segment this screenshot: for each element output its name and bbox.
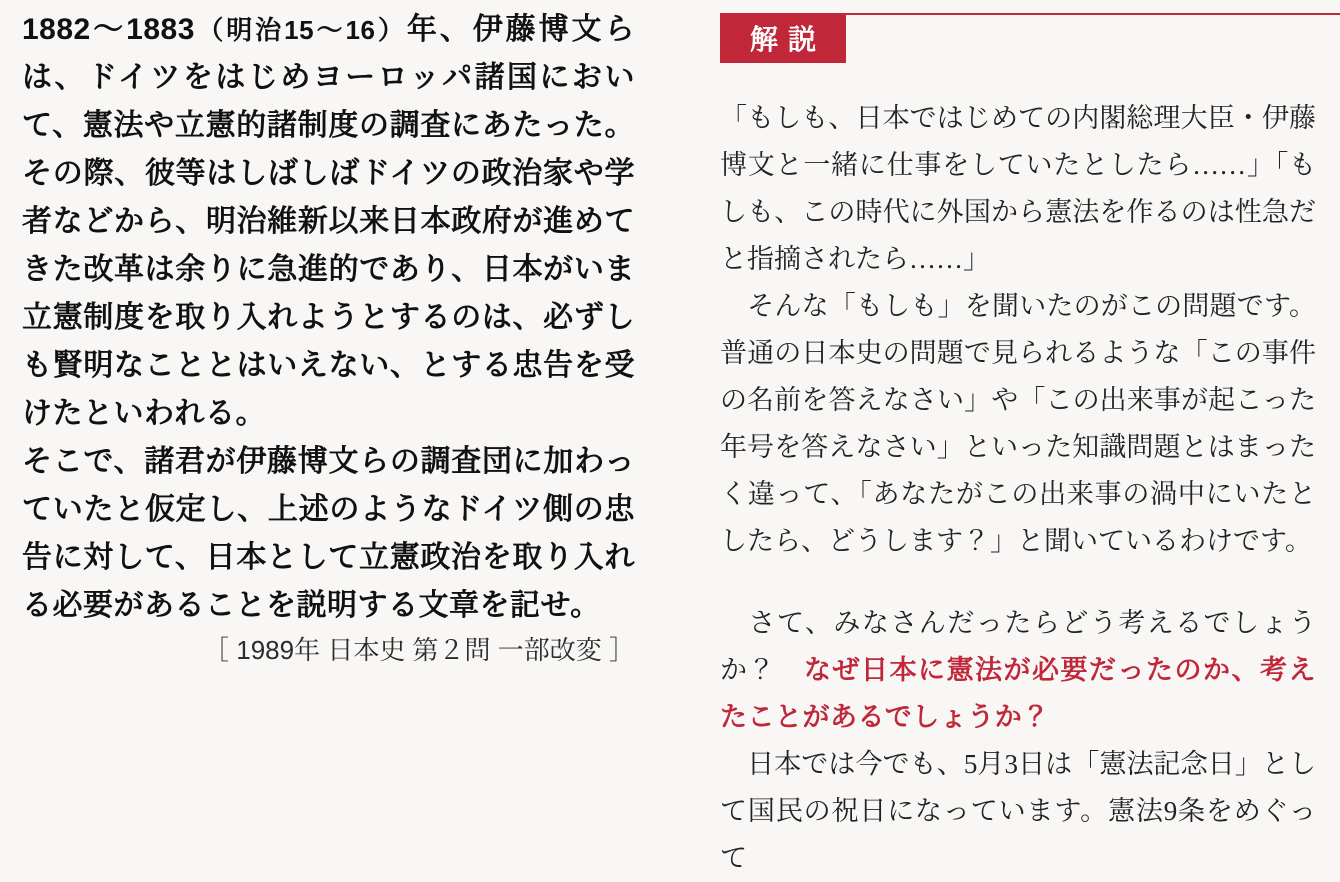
question-paragraph-1 — [22, 6, 635, 438]
question-panel — [22, 6, 635, 670]
question-attribution: ［ 1989年 日本史 第２問 一部改変 ］ — [203, 635, 635, 665]
commentary-badge: 解説 — [720, 13, 846, 63]
commentary-paragraph-2: そんな「もしも」を聞いたのがこの問題です。普通の日本史の問題で見られるような「この事件の名前を答えなさい」や「この出来事が起こった年号を答えなさい」といった知識問題とはまったく違って、「あなたがこの出来事の渦中にいたとしたら、どうします？」と聞いているわけです。 — [720, 291, 1316, 556]
question-era-paren: （明治15〜16） — [194, 15, 407, 45]
commentary-paragraph-1: 「もしも、日本ではじめての内閣総理大臣・伊藤博文と一緒に仕事をしていたとしたら……」「もしも、この時代に外国から憲法を作るのは性急だと指摘されたら……」 — [720, 103, 1316, 274]
commentary-highlight-question: なぜ日本に憲法が必要だったのか、考えたことがあるでしょうか？ — [720, 655, 1316, 732]
commentary-paragraph-3 — [720, 600, 1316, 741]
commentary-paragraph-3-lead: さて、みなさんだったらどう考えるでしょうか？ — [720, 608, 1316, 685]
commentary-paragraph-4: 日本では今でも、5月3日は「憲法記念日」として国民の祝日になっています。憲法9条をめぐって — [720, 749, 1316, 873]
commentary-body — [720, 95, 1316, 882]
question-paragraph-2: そこで、諸君が伊藤博文らの調査団に加わっていたと仮定し、上述のようなドイツ側の忠告に対して、日本として立憲政治を取り入れる必要があることを説明する文章を記せ。 — [22, 445, 635, 622]
question-years: 1882〜1883 — [22, 13, 195, 46]
question-paragraph-1-body: 年、伊藤博文らは、ドイツをはじめヨーロッパ諸国において、憲法や立憲的諸制度の調査にあたった。その際、彼等はしばしばドイツの政治家や学者などから、明治維新以来日本政府が進めてきた改革は余りに急進的であり、日本がいま立憲制度を取り入れようとするのは、必ずしも賢明なこととはいえない、とする忠告を受けたといわれる。 — [22, 13, 636, 430]
commentary-panel — [720, 13, 1340, 873]
